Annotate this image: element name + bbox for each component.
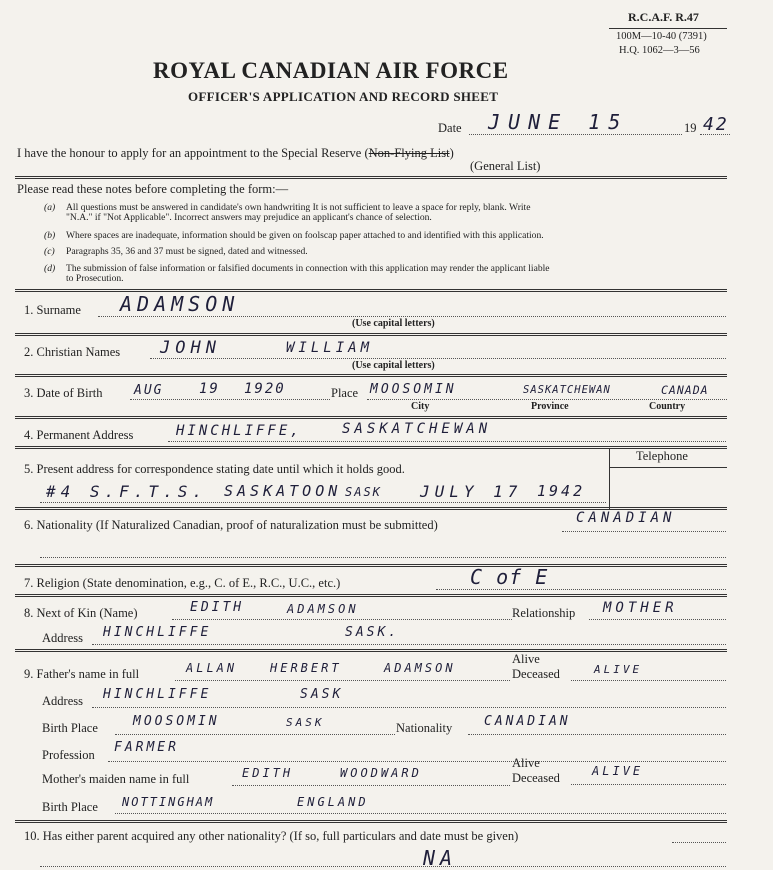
form-hq-ref: H.Q. 1062—3—56 <box>619 45 700 56</box>
mother-last: WOODWARD <box>340 766 422 780</box>
next-of-kin-label: 8. Next of Kin (Name) <box>24 606 138 620</box>
divider <box>15 594 727 597</box>
place-line <box>367 399 727 400</box>
parent-nationality-line <box>672 842 726 843</box>
nationality-label: 6. Nationality (If Naturalized Canadian, proof of naturalization must be submitted) <box>24 518 438 532</box>
father-profession: FARMER <box>114 740 179 755</box>
apply-statement: I have the honour to apply for an appointment to the Special Reserve (Non-Flying List) <box>17 146 454 160</box>
permanent-address-province: SASKATCHEWAN <box>342 421 492 437</box>
telephone-label: Telephone <box>636 449 688 463</box>
alive-caption: Alive <box>512 756 540 770</box>
mother-birthplace-country: ENGLAND <box>297 795 369 809</box>
next-of-kin-address-line <box>92 644 726 645</box>
mother-status-line <box>571 784 726 785</box>
province-caption: Province <box>531 401 569 412</box>
father-nationality-line <box>468 734 726 735</box>
divider <box>15 374 727 377</box>
dob-month: AUG <box>134 383 164 398</box>
father-birthplace-province: SASK <box>286 716 325 729</box>
nationality-line <box>562 531 726 532</box>
nationality-value: CANADIAN <box>576 510 676 526</box>
capital-hint: (Use capital letters) <box>352 360 435 371</box>
father-birthplace: MOOSOMIN <box>133 714 220 729</box>
parent-nationality-question: 10. Has either parent acquired any other nationality? (If so, full particulars and date must be given) <box>24 829 519 843</box>
divider <box>15 564 727 567</box>
note-a-cont: "N.A." if "Not Applicable". Incorrect answers may prejudice an applicant's chance of selection. <box>66 212 432 223</box>
nationality-line-2 <box>40 557 726 558</box>
religion-line <box>436 589 726 590</box>
father-birthplace-line <box>115 734 395 735</box>
mother-birthplace-label: Birth Place <box>42 800 98 814</box>
permanent-address-value: HINCHLIFFE, <box>176 423 302 439</box>
page-subtitle: OFFICER'S APPLICATION AND RECORD SHEET <box>188 89 499 104</box>
mother-name-line <box>232 785 510 786</box>
present-address-city: SASKATOON <box>224 482 342 500</box>
next-of-kin-first: EDITH <box>190 600 245 615</box>
permanent-address-line <box>168 441 726 442</box>
relationship-value: MOTHER <box>603 600 678 616</box>
next-of-kin-address-province: SASK. <box>345 625 400 640</box>
father-address-line <box>92 707 726 708</box>
general-list: (General List) <box>470 159 541 173</box>
father-address: HINCHLIFFE <box>103 687 212 702</box>
capital-hint: (Use capital letters) <box>352 318 435 329</box>
note-c-key: (c) <box>44 246 55 257</box>
year-prefix: 19 <box>684 121 697 135</box>
mother-birthplace-line <box>115 813 726 814</box>
valid-until-date: JULY 17 <box>420 482 523 501</box>
date-line <box>469 134 682 135</box>
next-of-kin-line <box>172 619 512 620</box>
father-name-line <box>175 680 510 681</box>
deceased-caption: Deceased <box>512 771 560 785</box>
father-middle: HERBERT <box>270 661 342 675</box>
dob-line <box>130 399 330 400</box>
dob-label: 3. Date of Birth <box>24 386 103 400</box>
dob-year: 1920 <box>244 381 286 397</box>
telephone-box-border <box>609 449 611 509</box>
father-birthplace-label: Birth Place <box>42 721 98 735</box>
father-name-label: 9. Father's name in full <box>24 667 140 681</box>
father-first: ALLAN <box>186 661 238 675</box>
religion-label: 7. Religion (State denomination, e.g., C. of E., R.C., U.C., etc.) <box>24 576 341 590</box>
relationship-label: Relationship <box>512 606 576 620</box>
note-b-key: (b) <box>44 230 56 241</box>
divider <box>609 28 727 29</box>
father-nationality: CANADIAN <box>484 714 571 729</box>
divider <box>15 820 727 823</box>
year-value: 42 <box>703 114 729 135</box>
struck-option: Non-Flying List <box>368 146 450 160</box>
divider <box>15 649 727 652</box>
valid-until-year: 1942 <box>537 482 586 500</box>
next-of-kin-address: HINCHLIFFE <box>103 625 212 640</box>
dob-day: 19 <box>199 381 220 397</box>
surname-line <box>98 316 726 317</box>
alive-caption: Alive <box>512 652 540 666</box>
divider <box>609 467 727 468</box>
deceased-caption: Deceased <box>512 667 560 681</box>
present-address-value: #4 S.F.T.S. <box>46 482 207 501</box>
christian-names-line <box>150 358 726 359</box>
permanent-address-label: 4. Permanent Address <box>24 428 134 442</box>
surname-value: ADAMSON <box>120 292 240 316</box>
note-d: The submission of false information or falsified documents in connection with this application may render the applicant liable <box>66 263 550 274</box>
father-profession-label: Profession <box>42 748 95 762</box>
father-nationality-label: Nationality <box>396 721 453 735</box>
present-address-line <box>40 502 606 503</box>
relationship-line <box>589 619 726 620</box>
divider <box>15 176 727 179</box>
father-last: ADAMSON <box>384 661 456 675</box>
parent-nationality-line-2 <box>40 866 726 867</box>
first-name-value: JOHN <box>160 338 221 358</box>
divider <box>15 446 727 449</box>
birth-city: MOOSOMIN <box>370 382 457 397</box>
note-d-cont: to Prosecution. <box>66 273 124 284</box>
next-of-kin-address-label: Address <box>42 631 83 645</box>
father-address-province: SASK <box>300 687 344 702</box>
christian-names-label: 2. Christian Names <box>24 345 121 359</box>
mother-status: ALIVE <box>592 764 644 778</box>
note-a: All questions must be answered in candidate's own handwriting It is not sufficient to leave a space for reply, blank. Write <box>66 202 531 213</box>
next-of-kin-last: ADAMSON <box>287 602 359 616</box>
date-value: JUNE 15 <box>488 110 629 134</box>
mother-first: EDITH <box>242 766 294 780</box>
religion-value: C of E <box>470 565 549 589</box>
parent-nationality-answer: NA <box>423 846 458 870</box>
divider <box>15 416 727 419</box>
form-code: R.C.A.F. R.47 <box>628 10 699 24</box>
note-b: Where spaces are inadequate, information should be given on foolscap paper attached to and identified with this application. <box>66 230 544 241</box>
present-address-province: SASK <box>345 485 382 499</box>
surname-label: 1. Surname <box>24 303 81 317</box>
country-caption: Country <box>649 401 686 412</box>
place-label: Place <box>331 386 359 400</box>
birth-country: CANADA <box>661 383 709 397</box>
note-d-key: (d) <box>44 263 56 274</box>
second-name-value: WILLIAM <box>286 340 374 356</box>
page-title: ROYAL CANADIAN AIR FORCE <box>153 58 509 83</box>
form-print-ref: 100M—10-40 (7391) <box>616 31 707 42</box>
father-status: ALIVE <box>594 663 643 676</box>
birth-province: SASKATCHEWAN <box>523 384 611 396</box>
father-address-label: Address <box>42 694 83 708</box>
mother-name-label: Mother's maiden name in full <box>42 772 190 786</box>
present-address-label: 5. Present address for correspondence stating date until which it holds good. <box>24 462 405 476</box>
date-label: Date <box>438 121 462 135</box>
note-c: Paragraphs 35, 36 and 37 must be signed, dated and witnessed. <box>66 246 308 257</box>
city-caption: City <box>411 401 430 412</box>
mother-birthplace: NOTTINGHAM <box>122 795 215 809</box>
note-a-key: (a) <box>44 202 56 213</box>
father-profession-line <box>108 761 726 762</box>
father-status-line <box>571 680 726 681</box>
notes-intro: Please read these notes before completing the form:— <box>17 182 289 196</box>
divider <box>15 333 727 336</box>
